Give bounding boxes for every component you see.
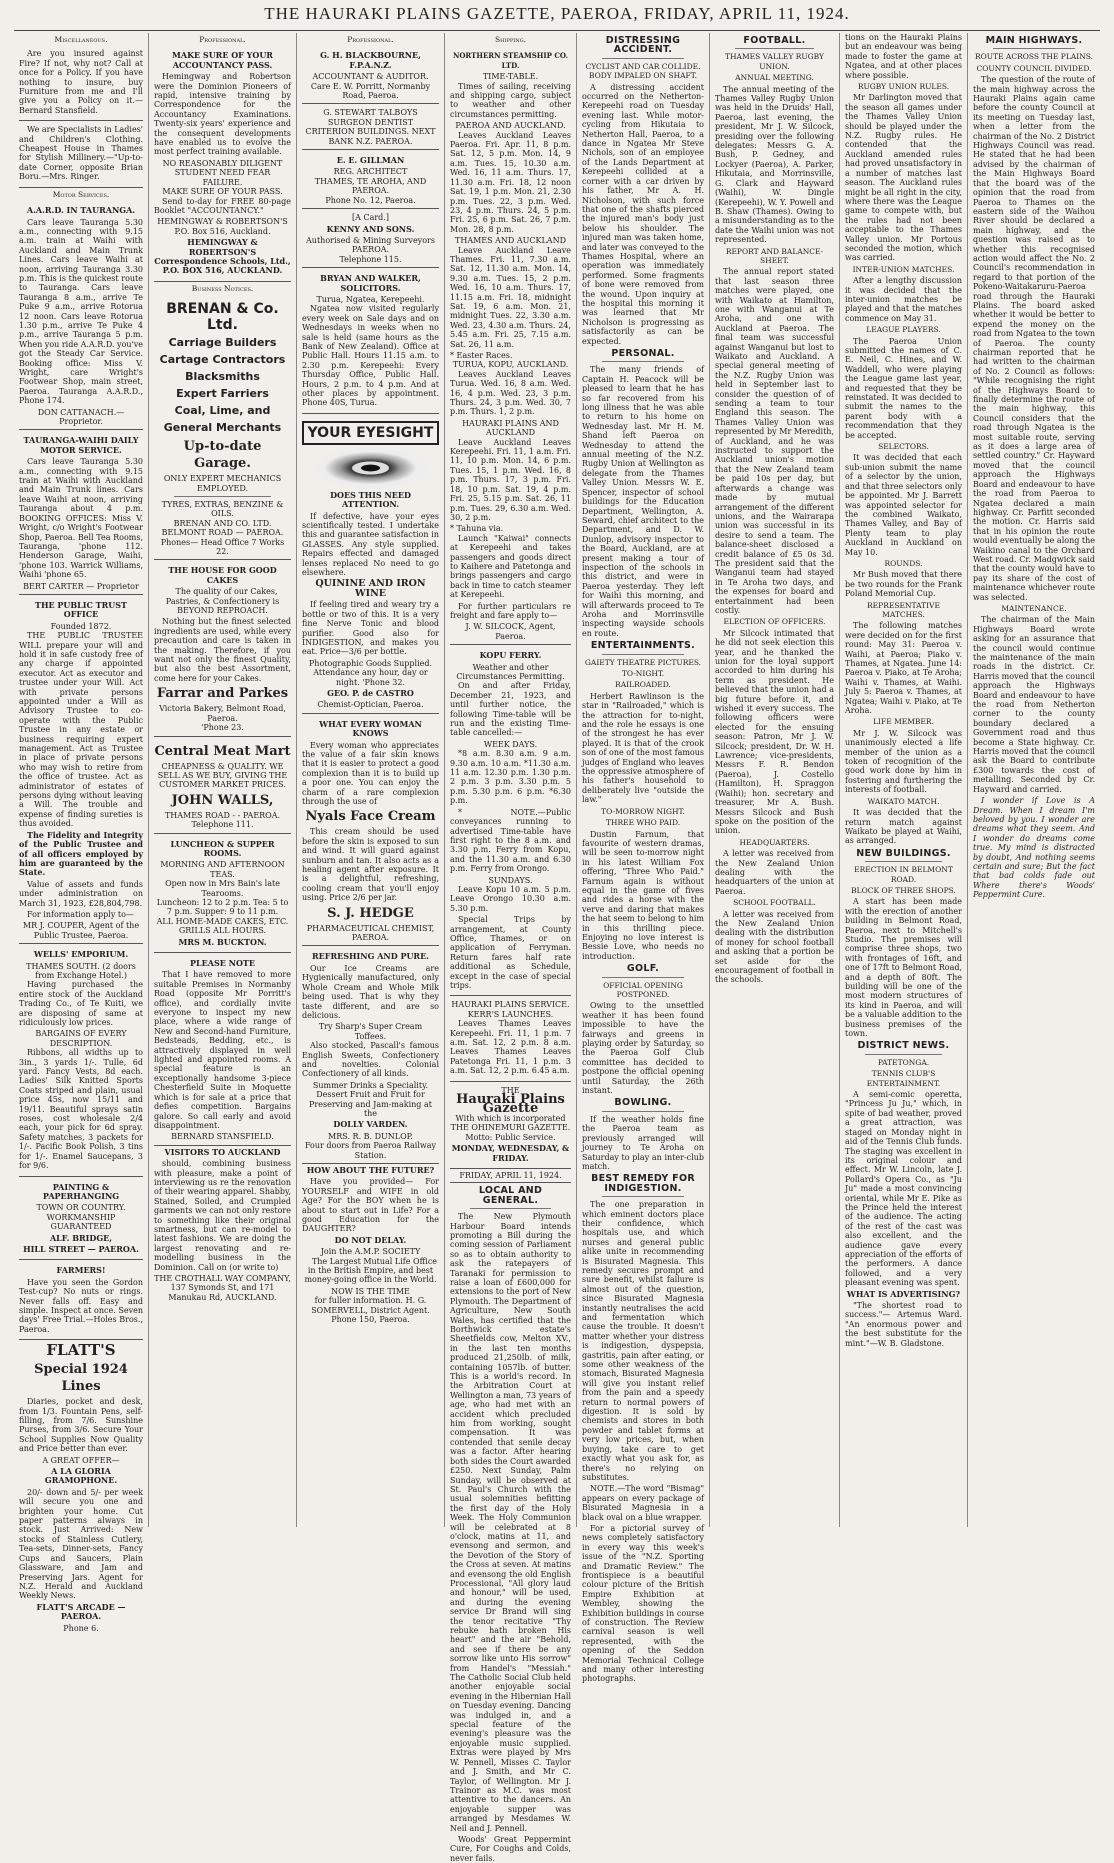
ad-text: Have you seen the Gordon Test-cup? No nuts or rings. Never falls off. Easy and simple. Inspect at once. Seven days' Free Trial.—Holes Bros., Paeroa.: [19, 1277, 143, 1334]
article-body: Mr Bush moved that there be two rounds for the Frank Poland Memorial Cup.: [845, 570, 962, 599]
ad-heading: E. E. GILLMAN: [336, 155, 405, 166]
ad-line: Blacksmiths: [185, 370, 260, 384]
ad-heading: Central Meat Mart: [154, 743, 291, 759]
ad-text: CHEAPNESS & QUALITY. WE SELL AS WE BUY, GIVING THE CUSTOMER MARKET PRICES.: [157, 761, 288, 790]
article-body: Owing to the unsettled weather it has been found impossible to have the fairways and greens in playing order by Saturday, so the Paeroa Golf Club committee has decided to postpone the official opening until Saturday, the 26th instant.: [582, 1001, 704, 1096]
nameplate-title: Hauraki Plains Gazette: [456, 1092, 565, 1117]
ad-signature: THE CROTHALL WAY COMPANY, 137 Symonds St, and 171 Manukau Rd, AUCKLAND.: [154, 1274, 291, 1302]
ad-subheading: BARGAINS OF EVERY DESCRIPTION.: [35, 1029, 127, 1048]
divider: [602, 1111, 684, 1112]
article-body: The chairman of the Main Highways Board wrote asking for an assurance that the council would continue the maintenance of the main roads in the district. Cr. Harris moved that the council approach the Highways Board and endeavour to have the road from Netherton corner to the county boundary declared a Government road and thus become a State highway. Cr. Harris moved that the council ask the Board to contribute £300 towards the cost of metalling. Seconded by Cr. Hayward and carried.: [973, 615, 1095, 794]
article-subheading: BLOCK OF THREE SHOPS.: [851, 885, 956, 895]
ad-signature: for fuller information. H. G. SOMERVELL, District Agent. Phone 150, Paeroa.: [311, 1296, 430, 1325]
ad-kopu-ferry: [450, 647, 571, 996]
ad-subheading: ACCOUNTANT & AUDITOR.: [312, 72, 429, 82]
ad-kenny: [302, 211, 439, 268]
ad-heading: Up-to-date Garage.: [183, 439, 262, 472]
ad-talboys: [302, 106, 439, 150]
article-body: A semi-comic operetta, "Princess Ju Ju," which, in spite of bad weather, proved a great attraction, was staged on Monday night in aid of the Tennis Club funds. The staging was excellent in its original colour and effect. Mr W. Lincoln, late J. Pollard's Opera Co., as "Ju Ju" made a most convincing oriental, while Mr E. Pike as the Prince held the interest of the audience. The acting of the rest of the cast was also excellent, and the audience gave every appreciation of the efforts of the performers. A dance followed, and a very pleasant evening was spent.: [845, 1090, 962, 1288]
article-body: For a pictorial survey of news completely satisfactory in every way this week's issue of the "N.Z. Sporting and Dramatic Review." The frontispiece is a beautiful colour picture of the British Empire Exhibition at Wembley, showing the Exhibition buildings in course of construction. The Review carnival season is well represented, with the opening of the Seddon Memorial Technical College and many other interesting photographs.: [582, 1523, 704, 1684]
ad-text: Try Sharp's Super Cream Toffees.: [318, 1022, 423, 1041]
ad-kerrs-launches: [450, 998, 571, 1081]
article-heading: DISTRESSING ACCIDENT.: [605, 35, 681, 56]
article-body: Herbert Rawlinson is the star in "Railroaded," which is the attraction for to-night, and the role he essays is one of the strongest he has ever played. It is that of the crook son of one of the most famous judges of England who leaves the oppressive atmosphere of his father's household to deliberately live "outside the law.": [582, 691, 704, 805]
article-subheading: WAIKATO MATCH.: [867, 796, 940, 806]
timetable-text: Leaves Thames Leaves Kerepeehi. Fri. 11, 1 p.m. 7 a.m. Sat. 12, 2 p.m. 8 a.m. Leaves Thames Leaves Patetonga Fri. 11, 1 p.m. 3 a.m. Sat. 12, 2 p.m. 6.45 a.m.: [450, 1019, 571, 1076]
ad-subheading: QUININE AND IRON WINE: [315, 578, 426, 599]
ad-heading: WELLS' EMPORIUM.: [33, 949, 129, 960]
ad-text: Cars leave Tauranga 5.30 a.m., connecting with 9.15 train at Waihi with Auckland and Main Trunk lines. Cars leave Waihi at noon, arriving Tauranga about 4 p.m. BOOKING OFFICES: Miss V. Wright, c/o Wright's Footwear Shop, Paeroa. Bell Tea Rooms, Tauranga, 'phone 112. Henderson Garage, Waihi, 'phone 103. Warrick Williams, Waihi 'phone 65.: [19, 457, 143, 580]
ad-subheading: TOWN OR COUNTRY. WORKMANSHIP GUARANTEED: [36, 1203, 126, 1232]
ad-text: Ngatea now visited regularly every week on Sale days and on Wednesdays in weeks when no sale is held (same hours as the Bank of New Zealand). Office at Public Hall. Hours 11.15 a.m. to 2.30 p.m. Kerepeehi: Every Thursday Office, Public Hall. Hours, 2 p.m. to 4 p.m. And at other places by appointment. Phone 40S, Turua.: [302, 304, 439, 408]
divider: [865, 1054, 942, 1055]
ad-subheading: Photographic Goods Supplied.: [308, 658, 433, 668]
ad-text: Every woman who appreciates the value of a fair skin knows that it is easier to protect a good complexion than it is to build up a poor one. You can enjoy the charm of a rare complexion through the use of: [302, 740, 439, 806]
ad-subheading: Authorised & Mining Surveyors PAEROA.: [306, 235, 435, 255]
section-label: Business Notices.: [191, 283, 254, 293]
ad-text: Are you insured against Fire? If not, why not? Call at once for a Policy. If you have nothing to insure, buy Furniture from me and I'll give you a Policy on it.—Bernard Stansfield.: [19, 49, 143, 115]
ad-signature: J. W. SILCOCK, Agent, Paeroa.: [465, 622, 556, 641]
ad-please-note: [154, 955, 291, 1146]
ad-address: PHARMACEUTICAL CHEMIST, PAEROA.: [306, 923, 435, 943]
ad-signature: BERNARD STANSFIELD.: [171, 1132, 274, 1142]
eye-illustration: [314, 448, 427, 488]
timetable-text: Leaves Auckland Leaves Paeroa. Fri. Apr. 11, 8 p.m. Sat. 12, 5 p.m. Mon. 14, 9 a.m. Tues. 15, 10.30 a.m. Wed. 16, 11 a.m. Thurs. 17, 11.30 a.m. Fri. 18, 12 noon Sat. 19, 1 p.m. Mon. 21, 2.30 p.m. Tues. 22, 3 p.m. Wed. 23, 4 p.m. Thurs. 24, 5 p.m. Fri. 25, 6 p.m. Sat. 26, 7 p.m. Mon. 28, 8 p.m.: [450, 130, 571, 234]
ad-subheading: DOES THIS NEED ATTENTION.: [330, 489, 411, 510]
article-body: The many friends of Captain H. Peacock will be pleased to learn that he has so far recovered from his long illness that he was able to return to his home on Wednesday last. Mr H. M. Shand left Paeroa on Wednesday to attend the annual meeting of the N.Z. Rugby Union at Wellington as delegate from the Thames Valley Union. Messrs W. E. Spencer, inspector of school buildings for the Education Department, Wellington, A. Seward, chief architect to the Department, and D. W. Dunlop, advisory inspector to the Board, Auckland, are at present making a tour of inspection of the schools in this district, and were in Paeroa yesterday. They left for Waihi this morning, and will afterwards proceed to Te Aroha and Morrinsville inspecting wayside schools en route.: [582, 365, 704, 638]
ad-text: Ribbons, all widths up to 3in., 3 yards 1/-. Tulle, 6d yard. Fancy Vests, 8d each. Ladies' Silk Knitted Sports Coats striped and plain, usual price 45s, now 15/11 and 19/11. Beautiful sprays satin roses, cost wholesale 2/4 each, your pick for 6d spray. Safety matches, 3 packets for 1/-. Pacific Book Polish, 3 tins for 1/-. Enamel Saucepans, 3 for 9/6.: [19, 1048, 143, 1171]
ad-heading: THE HOUSE FOR GOOD CAKES: [168, 565, 277, 585]
article-subheading: ANNUAL MEETING.: [735, 73, 814, 83]
ad-signature: GEO. P. de CASTRO: [327, 687, 414, 698]
article-subheading: RUGBY UNION RULES.: [857, 82, 950, 92]
article-body: The following matches were decided on for the first round: May 31: Paeroa v. Waihi, at Paeroa; Piako v. Thames, at Ngatea. June 14: Paeroa v. Piako, at Te Aroha; Waihi v. Thames, at Waihi. July 5: Paeroa v. Thames, at Ngatea; Waihi v. Piako, at Te Aroha.: [845, 621, 962, 716]
ad-text: Attendance any hour, day or night. 'Phone 32.: [313, 668, 428, 687]
ad-text: Our Ice Creams are Hygienically manufactured, only Whole Cream and Whole Milk being used. That is why they taste different, and are so delicious.: [302, 963, 439, 1020]
article-subheading: TENNIS CLUB'S ENTERTAINMENT.: [866, 1069, 941, 1088]
ad-text: The quality of our Cakes, Pastries, & Confectionery is BEYOND REPROACH.: [165, 587, 280, 616]
divider: [470, 1208, 551, 1209]
ad-text-bold: The Fidelity and Integrity of the Public Trustee and of all officers employed by him are guaranteed by the State.: [19, 829, 143, 878]
timetable-text: Leave Auckland Leave Thames. Fri. 11, 7.30 a.m. Sat. 12, 11.30 a.m. Mon. 14, 9.30 a.m. Tues. 15, 2 p.m. Wed. 16, 10 a.m. Thurs. 17, 11.15 a.m. Fri. 18, midnight Sat. 19, 6 a.m. Mon. 21, midnight Tues. 22, 3.30 a.m. Wed. 23, 4.30 a.m. Thurs. 24, 5.45 a.m. Fri. 25, 7.15 a.m. Sat. 26, 11 a.m.: [450, 245, 571, 349]
ad-signature: FLATT'S ARCADE — PAEROA.: [36, 1601, 126, 1622]
ad-subheading: REG. ARCHITECT: [333, 167, 408, 177]
ad-text: Times of sailing, receiving and shipping cargo, subject to weather and other circumstances permitting.: [450, 81, 571, 119]
ad-text: Having purchased the entire stock of the Auckland Trading Co., of Te Kuiti, we are disposing of same at ridiculously low prices.: [19, 980, 143, 1027]
article-subheading: SELECTORS.: [878, 442, 929, 452]
ad-subheading: A GREAT OFFER—: [42, 1455, 120, 1465]
ad-text: Woods' Great Peppermint Cure, For Coughs and Colds, never fails.: [450, 1834, 571, 1863]
divider: [602, 361, 684, 362]
ad-northern-steamship: [450, 47, 571, 645]
ad-heading: PAINTING & PAPERHANGING: [42, 1181, 120, 1201]
timetable-note: * Easter Races.: [450, 351, 513, 360]
ad-tauranga-waihi: [19, 432, 143, 595]
ad-subheading: Join the A.M.P. SOCIETY: [320, 1247, 421, 1257]
nameplate-motto: Motto: Public Service.: [465, 1132, 556, 1142]
ad-address: Chemist-Optician, Paeroa.: [317, 700, 424, 710]
column-shipping: [445, 33, 577, 1863]
ad-heading: MAKE SURE OF YOUR ACCOUNTANCY PASS.: [172, 50, 273, 70]
section-label: Shipping.: [495, 35, 526, 44]
ad-heading: BRYAN AND WALKER, SOLICITORS.: [320, 273, 421, 293]
article-body: A start has been made with the erection of another building in Belmont Road, Paeroa, next to Mitchell's Studio. The premises will comprise three shops, two with frontages of 16ft, and one of 17ft to Belmont Road, and a depth of 80ft. The building will be one of the most modern structures of its kind in Paeroa, and will be a valuable addition to the business premises of the town.: [845, 897, 962, 1039]
ad-heading: PLEASE NOTE: [190, 958, 255, 968]
ad-heading: THE PUBLIC TRUST OFFICE: [35, 599, 127, 620]
ad-signature: MRS M. BUCKTON.: [178, 936, 267, 947]
ad-line: General Merchants: [163, 421, 282, 435]
article-subheading: SCHOOL FOOTBALL.: [733, 898, 816, 908]
article-subheading: REPRESENTATIVE MATCHES.: [867, 600, 940, 619]
ad-text: Open now in Mrs Bain's late Tearooms.: [165, 879, 280, 898]
ad-address: HEMINGWAY & ROBERTSON'S P.O. Box 516, Auckland.: [157, 217, 288, 236]
timetable-heading: THAMES AND AUCKLAND: [455, 236, 566, 246]
ad-signature: ALF. BRIDGE,: [49, 1232, 113, 1243]
ad-good-cakes: [154, 562, 291, 736]
timetable-text: Leave Kopu 10 a.m. 5 p.m. Leave Orongo 10.30 a.m. 5.30 p.m.: [450, 884, 571, 913]
article-body: Mr Silcock intimated that he did not seek election this year, and he thanked the union for the loyal support accorded to him during his term as president. He believed that the union had a big future before it, and wished it every success. The following officers were elected for the ensuing season: Patron, Mr J. W. Silcock; president, Dr. W. H. Lawrence; vice-presidents, Messrs F. R. Bendon (Paeroa), J. Costello (Hamilton), H. Spraggon (Waihi); hon. secretary and treasurer, Mr A. Bush. Messrs Silcock and Bush spoke on the position of the union.: [715, 628, 834, 836]
nameplate-sub: With which is incorporated THE OHINEMURI GAZETTE.: [450, 1113, 571, 1133]
gazette-nameplate: [450, 1084, 571, 1169]
ad-text: For information apply to—: [27, 909, 134, 919]
ad-accountancy: [154, 47, 291, 281]
ad-dolly-varden: [302, 948, 439, 1164]
ad-nyals: [302, 716, 439, 947]
ad-signature: S. J. HEDGE: [327, 905, 414, 921]
ad-text: should, combining business with pleasure, make a point of interviewing us re the renovation of their wearing apparel. Shabby, Stained, Soiled, and Crumpled garments we can not only restore to something like their original smartness, but can re-model to latest fashions. We are doing the largest renovating and re-modelling business in the Dominion. Call on (or write to): [154, 1159, 291, 1272]
article-body: The question of the route of the main highway across the Hauraki Plains again came before the county Council at its meeting on Tuesday last, when a letter from the chairman of the No. 2 District Highways Council was read. He stated that he had been advised by the chairman of the Main Highways Board that the board was of the opinion that the road from Paeroa to Thames on the eastern side of the Waihou River should be declared a main highway, and the question was raised as to whether this recognised action would affect the No. 2 Council's recommendation in regard to that portion of the Pokeno-Waitakaruru-Paeroa road through the Hauraki Plains. The board asked whether it would be better to expend the money on the road from Ngatea to the town of Paeroa. The county chairman reported that he had written to the chairman of No. 2 Council as follows: "While recognising the right of the Highways Board to finally determine the route of the main highway, this Council considers that the road through Ngatea is the most suitable route, serving as it does a large area of settled country." Cr. Hayward moved that the council approach the Highways Board and endeavour to have the road from Paeroa to Ngatea declared a main highway. Cr. Parfitt seconded the motion. Cr. Harris said that in his opinion the route would eventually be along the Waikino canal to the Orchard West road. Cr. Madgwick said that the county would have to pay its share of the cost of maintenance whichever route was selected.: [973, 75, 1095, 602]
ad-heading: G. STEWART TALBOYS SURGEON DENTIST: [323, 108, 418, 127]
article-subheading: WHAT IS ADVERTISING?: [846, 1288, 961, 1299]
article-subheading: ELECTION OF OFFICERS.: [723, 617, 826, 627]
ad-text: For further particulars re freight and fare apply to—: [450, 601, 571, 620]
article-body: A letter was received from the New Zealand Union dealing with the headquarters of the union at Paeroa.: [715, 849, 834, 896]
ad-text: Also stocked, Pascall's famous English Sweets, Confectionery and novelties. Colonial Confectionery of all kinds.: [302, 1041, 439, 1079]
ad-meat-mart: [154, 739, 291, 834]
ad-heading: HAURAKI PLAINS SERVICE. KERR'S LAUNCHES.: [451, 1000, 570, 1019]
ad-address: CRITERION BUILDINGS. NEXT BANK N.Z. PAEROA.: [305, 127, 436, 146]
ad-signature: Farrar and Parkes: [156, 686, 289, 702]
article-body: Mr Darlington moved that the season all games under the Thames Valley Union should be played under the N.Z. Rugby rules. He contended that the Auckland amended rules had proved unsatisfactory in a number of matches last season. The Auckland rules might be all right in the city, where there was the League game to compete with, but the rules had not been acceptable to the Thames Valley union. Mr Portous seconded the motion, which was carried.: [845, 93, 962, 263]
ad-text: Summer Drinks a Speciality.: [312, 1080, 429, 1090]
article-subheading: LIFE MEMBER.: [873, 717, 934, 727]
ad-heading: WHAT EVERY WOMAN KNOWS: [319, 718, 422, 739]
ad-signature: BRENAN AND CO. LTD.: [173, 518, 272, 528]
ad-signature: HEMINGWAY & ROBERTSON'S Correspondence Schools, Ltd., P.O. BOX 516, AUCKLAND.: [154, 237, 291, 276]
article-subheading: PATETONGA.: [877, 1057, 930, 1067]
ad-text: ALL HOME-MADE CAKES, ETC. GRILLS ALL HOURS.: [156, 916, 289, 936]
ad-luncheon: [154, 836, 291, 953]
article-subheading: THREE WHO PAID.: [605, 818, 681, 828]
ad-heading: FLATT'S: [46, 1341, 116, 1360]
divider: [602, 654, 684, 655]
ad-amp: [302, 1166, 439, 1325]
timetable-heading: PAEROA AND AUCKLAND.: [455, 121, 566, 131]
ad-line: Expert Farriers: [176, 387, 269, 401]
ad-heading: KOPU FERRY.: [479, 650, 542, 661]
article-body: The annual report stated that last season three matches were played, one with Waikato at Hamilton, one with Wanganui at Te Aroha, and one with Auckland at Paeroa. The final team was successful against Wanganui but lost to Waikato and Auckland. A special general meeting of the N.Z. Rugby Union was held in September last to consider the question of of sending a team to tour England this season. The Thames Valley Union was represented by Mr Meredith, of Auckland, and he was instructed to support the Auckland union's motion that the New Zealand team be paid 10s per day, but afterwards a change was made by mutual arrangement of the different unions, and the Wairarapa union was successful in its desire to send a team. The balance-sheet disclosed a credit balance of £5 0s 3d. The president said that the Wanganui team had stayed in Te Aroha two days, and the expenses for board and entertainment had been costly.: [715, 267, 834, 615]
ad-text: If defective, have your eyes scientifically tested. I undertake this and guarantee satisfaction in GLASSES. Any style supplied. Repairs effected and damaged lenses replaced No need to go elsewhere.: [302, 511, 439, 578]
ad-text: THE PUBLIC TRUSTEE WILL prepare your will and hold it in safe custody free of any charge if appointed executor. Act as executor and trustee under your Will. Act with private persons appointed under a Will as Advisory Trustee to co-operate with the Public Trustee in any estate or business requiring expert management. Act as Trustee in place of private persons who may wish to retire from the office of trustee. Act as administrator of estates of persons dying without leaving a Will. The trouble and expense of finding sureties is thus avoided.: [19, 631, 143, 829]
ad-brenan: [154, 296, 291, 560]
ad-fire-insurance: [19, 47, 143, 121]
ad-farmers: [19, 1262, 143, 1340]
ad-heading: LUNCHEON & SUPPER ROOMS.: [170, 838, 275, 858]
ad-address: Four doors from Paeroa Railway Station.: [304, 1141, 437, 1160]
article-subheading: THAMES VALLEY RUGBY UNION.: [724, 52, 825, 71]
ad-address: THAMES, TE AROHA, AND PAEROA.: [314, 176, 427, 196]
divider: [174, 496, 271, 497]
ad-heading: G. H. BLACKBOURNE, F.P.A.N.Z.: [320, 50, 421, 70]
masthead-rule: [14, 30, 1100, 31]
article-heading: DISTRICT NEWS.: [857, 1040, 950, 1052]
article-body: After a lengthy discussion it was decided that the inter-union matches be played and that the matches commence on May 31.: [845, 276, 962, 323]
ad-heading: YOUR EYESIGHT: [302, 421, 439, 445]
article-subheading: CYCLIST AND CAR COLLIDE. BODY IMPALED ON SHAFT.: [585, 61, 701, 81]
article-subheading: ROUTE ACROSS THE PLAINS.: [974, 52, 1094, 62]
article-subheading: LEAGUE PLAYERS.: [866, 325, 941, 335]
section-label: Professional.: [199, 35, 246, 44]
ad-text: TYRES, EXTRAS, BENZINE & OILS.: [161, 499, 284, 519]
ad-label: [A Card.]: [352, 213, 389, 223]
timetable-heading: TURUA, KOPU, AUCKLAND.: [452, 360, 569, 370]
ad-heading: HOW ABOUT THE FUTURE?: [306, 1165, 435, 1175]
ad-text: That I have removed to more suitable Premises in Normanby Road (opposite Mr Porritt's office), and cordially invite everyone to inspect my new place, where a wide range of New and Second-hand Furniture, Bedsteads, Bedding, etc., is attractively displayed in well lighted and appointed rooms. A special feature is an exceptionally handsome 3-piece Chesterfield Suite in Moquette which is for sale at a price that defies competition. Bargains galore. So call early and avoid disappointment.: [154, 970, 291, 1130]
ad-text: We are Specialists in Ladies' and Children's Clothing. Cheapest House in Thames for Stylish Millinery.—"Up-to-date Corner, opposite Brian Boru.—Mrs. Ringer.: [19, 125, 144, 182]
divider: [602, 58, 684, 59]
ad-text: This cream should be used before the skin is exposed to sun and wind. It will guard against sunburn and tan. It also acts as a healing agent after exposure. It is a delightful, refreshing, cooling cream that you'll enjoy using. Price 2/6 per jar.: [302, 827, 439, 903]
ad-subheading: TIME-TABLE.: [482, 72, 539, 82]
article-subheading: OFFICIAL OPENING POSTPONED.: [603, 980, 683, 999]
ad-text: 20/- down and 5/- per week will secure you one and brighten your home. Cut paper patterns always in stock. Just Arrived: New stocks of Stainless Cutlery, Tea-sets, Dinner-sets, Fancy Cups and Saucers, Plain Glassware, and Jam and Preserving Jars. Agent for N.Z. Herald and Auckland Weekly News.: [19, 1487, 143, 1601]
ad-address: Victoria Bakery, Belmont Road, Paeroa.: [159, 704, 286, 723]
ad-text: Special Trips by arrangement, at County Office, Thames, or on application of Ferryman. Return fares half rate additional as Schedule, except in the case of special trips.: [450, 915, 571, 990]
ad-subheading: THAMES SOUTH. (2 doors from Exchange Hotel.): [26, 961, 136, 980]
ad-bryan-walker: [302, 270, 439, 414]
ad-address: BELMONT ROAD — PAEROA.: [161, 528, 284, 538]
nameplate-small: THE: [501, 1085, 520, 1095]
ad-line: Coal, Lime, and: [174, 404, 271, 418]
article-subheading: TO-NIGHT.: [621, 669, 665, 678]
ad-phone: Telephone 115.: [339, 254, 402, 264]
ad-text: Nothing but the finest selected ingredients are used, while every precaution and care is taken in the making. Therefore, if you want not only the finest Quality, but also the best Assortment, come here for your Cakes.: [154, 617, 291, 683]
article-heading: NEW BUILDINGS.: [856, 847, 951, 859]
divider: [602, 1196, 684, 1197]
article-subheading: COUNTY COUNCIL DIVIDED.: [976, 63, 1092, 73]
ad-heading: A.A.R.D. IN TAURANGA.: [26, 205, 136, 216]
ad-text: If feeling tired and weary try a bottle or two of this. It is a very fine Nerve Tonic and blood purifier. Good also for INDIGESTION, and makes you eat. Price—3/6 per bottle.: [302, 600, 439, 657]
timetable-heading: WEEK DAYS.: [483, 739, 538, 749]
ad-phone: Phones— Head Office 7 Works 22.: [160, 537, 285, 556]
ad-text: Launch "Kaiwai" connects at Kerepeehi and takes passengers and goods direct to Kaihere and Patetonga and brings passengers and cargo back in time to catch steamer at Kerepeehi.: [450, 533, 571, 600]
divider: [602, 977, 684, 978]
ad-signature: DON CATTANACH.—Proprietor.: [37, 407, 125, 427]
article-body: Dustin Farnum, that favourite of western dramas, will be seen to-morrow night in his latest William Fox offering, "Three Who Paid." Farnum again is without equal in the game of fives and rides a horse with the verve and daring that makes the hat seem to belong to him in this thrilling piece. Enjoying no love interest is Bessie Love, who needs no introduction.: [582, 829, 704, 961]
article-heading: BEST REMEDY FOR INDIGESTION.: [591, 1173, 695, 1194]
article-heading: MAIN HIGHWAYS.: [985, 35, 1083, 46]
ad-subheading: NO REASONABLY DILIGENT STUDENT NEED FEAR FAILURE.: [162, 158, 283, 187]
ad-text: Luncheon: 12 to 2 p.m. Tea: 5 to 7 p.m. Supper: 9 to 11 p.m.: [156, 897, 289, 917]
ad-line: Carriage Builders: [168, 336, 277, 350]
ad-signature: JOHN WALLS,: [171, 792, 274, 808]
column-miscellaneous: [14, 33, 149, 1633]
ad-subheading: MORNING AND AFTERNOON TEAS.: [160, 860, 285, 879]
column-professional-2: [297, 33, 445, 1527]
article-heading: PERSONAL.: [611, 348, 675, 359]
column-football-cont: [840, 33, 968, 1527]
column-football: [710, 33, 840, 1527]
ad-subheading: A LA GLORIA GRAMOPHONE.: [44, 1466, 118, 1486]
article-poem: I wonder if Love is A Dream. When I dream I'm beloved by you. I wonder are dreams what they seem. And I wonder do dreams come true. My mind is distracted by doubt, And nothing seems certain and sure; But the fact that bad colds fade out Where there's Woods' Peppermint Cure.: [973, 796, 1095, 900]
article-body: The New Plymouth Harbour Board intends promoting a Bill during the coming session of Parliament so as to obtain authority to ask the ratepayers of Taranaki for permission to raise a loan of £600,000 for extensions to the port of New Plymouth. The Department of Agriculture, New South Wales, has certified that the Borthwick estate's Sheetfields cow, Melton XV., in the last ten months produced 21,250lb. of milk, containing 1057lb. of butter. This is a world's record. In the Arbitration Court at Wellington a man, 73 years of age, who had met with an accident which precluded him from working, sought compensation. It was contended that senile decay was a factor. After hearing both sides the Court awarded £250. Next Sunday, Palm Sunday, will be observed at St. Paul's Church with the usual solemnities befitting the first day of the Holy Week. The Holy Communion will be celebrated at 8 o'clock, matins at 11, and evensong and sermon, and the Devotion of the Story of the Cross at seven. At matins and evensong the old English Processional, "All glory laud and honour," will be used, and during the evening service Dr Brand will sing the tenor recitative "Thy rebuke hath broken His heart" and the air "Behold, and see if there be any sorrow like unto His sorrow" from Handel's "Messiah." The Catholic Social Club held another enjoyable social evening in the Hibernian Hall on Tuesday evening. Dancing was indulged in, and a special feature of the evening's pleasure was the enjoyable music supplied. Extras were played by Mrs W. Pennell, Misses C. Taylor and J. Smith, and Mr C. Taylor, of Wellington. Mr J. Trainor as M.C. was most attentive to the dancers. An enjoyable supper was arranged by Mesdames W. Neil and J. Pennell.: [450, 1212, 571, 1833]
article-subheading: TO-MORROW NIGHT.: [601, 806, 685, 816]
article-heading: FOOTBALL.: [743, 35, 806, 46]
ad-line: Cartage Contractors: [159, 353, 286, 367]
ad-gillman: [302, 152, 439, 209]
ad-phone: Phone 6.: [63, 1623, 99, 1633]
ad-subheading: DO NOT DELAY.: [334, 1234, 407, 1245]
divider: [993, 48, 1075, 49]
article-heading: BOWLING.: [614, 1097, 672, 1109]
article-body: The annual meeting of the Thames Valley Rugby Union was held in the Druids' Hall, Paeroa, last evening, the president, Mr J. W. Silcock, presiding over the following delegates: Messrs G. A. Bush, P. Gedney, and Lockyer (Paeroa), A. Parker, Hikutaia, and Morrinsville, G. Clark and Hayward (Waihi), W. Dingle (Kerepeehi), W. Y. Powell and B. Shaw (Thames). Owing to a misunderstanding as to the date the Waihi union was not represented.: [715, 84, 834, 245]
timetable-text: Leave Auckland Leaves Kerepeehi. Fri. 11, 1 a.m. Fri. 11, 10 p.m. Mon. 14, 6 p.m. Tues. 15, 1 p.m. Wed. 16, 8 p.m. Thurs. 17, 3 p.m. Fri. 18, 10 p.m. Sat. 19, 4 p.m. Fri. 25, 5.15 p.m. Sat. 26, 11 p.m. Tues. 29, 6.30 a.m. Wed. 30, 2 p.m.: [450, 437, 571, 522]
section-label: Motor Services.: [52, 189, 110, 199]
article-heading: ENTERTAINMENTS.: [590, 640, 696, 652]
ad-subheading: Special 1924 Lines: [34, 1362, 128, 1395]
column-news: [577, 33, 710, 1684]
article-subheading: REPORT AND BALANCE-SHEET.: [725, 246, 824, 265]
ad-address: Turua, Ngatea, Kerepeehi.: [316, 294, 425, 304]
article-body: The one preparation in which eminent doctors place their confidence, which hospitals use, and which nurses and general public alike unite in recommending is Bisurated Magnesia. This remedy secures prompt and sure benefit, whilst failure is almost out of the question, since Bisurated Magnesia instantly neutralises the acid and fermentation which cause the trouble. It doesn't matter whether your distress is indigestion, dyspepsia, gastritis, pain after eating, or some other weakness of the stomach, Bisurated Magnesia will give you instant relief from the pain and a speedy return to normal powers of digestion. It is sold by chemists and stores in both powder and tablet forms at very low prices, but, when buying, take care to get exactly what you ask for, as there's no relying on substitutes.: [582, 1200, 704, 1482]
ad-phone: 'Phone 23.: [201, 723, 244, 733]
divider: [865, 861, 942, 862]
article-body: Mr J. W. Silcock was unanimously elected a life member of the union as a token of recognition of the good work done by him in fostering and furthering the interests of football.: [845, 728, 962, 795]
ad-flatts: [19, 1342, 143, 1633]
ad-subheading: MAKE SURE OF YOUR PASS.: [162, 187, 283, 197]
article-body: It was decided that each sub-union submit the name of a selector by the union, and that three selectors only be appointed. Mr J. Barrett was appointed selector for the combined Waikato, Thames Valley, and Bay of Plenty team to play Auckland in Auckland on May 10.: [845, 453, 962, 557]
ad-text: On and after Friday, December 21, 1923, and until further notice, the following Time-table will be run and the existing Time-table cancelled:—: [450, 681, 571, 738]
ad-blackbourne: [302, 47, 439, 104]
article-subheading: MAINTENANCE.: [1001, 603, 1067, 613]
article-subheading: GAIETY THEATRE PICTURES.: [584, 657, 702, 667]
divider: [735, 48, 814, 49]
ad-heading: REFRESHING AND PURE.: [312, 951, 429, 962]
ad-text: * NOTE.—Public conveyances running to advertised Time-table have first right to the 8 a.m. and 3.30 p.m. Ferry from Kopu, and the 11.30 a.m. and 6.30 p.m. Ferry from Orongo.: [450, 807, 571, 874]
article-body: A distressing accident occurred on the Netherton-Kerepeehi road on Tuesday evening last. While motor-cycling from Hikutaia to Netherton Hall, Paeroa, to a dance in Ngatea Mr Steve Nichols, son of an employee of the Lands Department at Kerepeehi collided at a corner with a car driven by his father, Mr A. H. Nicholson, with such force that one of the shafts pierced the injured man's body just below his shoulder. The injured man was taken home, and later was conveyed to the Thames Hospital, where an operation was immediately performed. Some fragments of bone were removed from the wound. Upon inquiry at the hospital this morning it was learned that Mr Nicholson is progressing as satisfactorily as can be expected.: [582, 82, 704, 346]
article-body: "The shortest road to success."— Artemus Ward. "An enormous power and the best substitute for the mint."—W. B. Gladstone.: [845, 1301, 962, 1348]
ad-subheading: Weather and other Circumstances Permitting.: [456, 662, 565, 681]
ad-address: HILL STREET — PAEROA.: [23, 1243, 139, 1254]
ad-aard: [19, 202, 143, 430]
timetable-text: *8 a.m. 8.30 a.m. 9 a.m. 9.30 a.m. 10 a.m. *11.30 a.m. 11 a.m. 12.30 p.m. 1.30 p.m. 2 p.m. 3 p.m. 3.30 p.m. 5 p.m. 5.30 p.m. 6 p.m. *6.30 p.m.: [450, 749, 571, 806]
article-subheading: ROUNDS.: [884, 558, 923, 568]
ad-subheading: NOW IS THE TIME: [331, 1286, 410, 1296]
article-body: If the weather holds fine the Paeroa team as previously arranged will journey to Te Aroha on Saturday to play an inter-club match.: [582, 1114, 704, 1171]
column-professional-business: [149, 33, 297, 1527]
edition-date: FRIDAY, APRIL 11, 1924.: [450, 1171, 571, 1183]
ad-product: Nyals Face Cream: [305, 809, 436, 825]
page-masthead: THE HAURAKI PLAINS GAZETTE, PAEROA, FRIDAY, APRIL 11, 1924.: [264, 4, 850, 23]
section-label: Miscellaneous.: [54, 35, 108, 44]
ad-text: Diaries, pocket and desk, from 1/3. Fountain Pens, self-filling, from 7/6. Sunshine Purses, from 3/6. Secure Your School Supplies Now Quality and Price better than ever.: [19, 1397, 143, 1454]
ad-name: MRS. R. B. DUNLOP.: [328, 1131, 413, 1141]
ad-address: Care E. W. Porritt, Normanby Road, Paeroa.: [310, 81, 431, 101]
ad-text: Send to-day for FREE 80-page Booklet "ACCOUNTANCY.": [154, 196, 291, 215]
nameplate-days: MONDAY, WEDNESDAY, & FRIDAY.: [451, 1143, 570, 1163]
timetable-note: * Tahuna via.: [450, 524, 504, 534]
article-body: NOTE.—The word "Bismag" appears on every package of Bisurated Magnesia in a black oval on a blue wrapper.: [582, 1484, 704, 1522]
ad-text: The Largest Mutual Life Office in the British Empire, and best money-going office in the World.: [304, 1256, 438, 1285]
ad-heading: NORTHERN STEAMSHIP CO. LTD.: [452, 51, 569, 70]
timetable-text: Leaves Auckland Leaves Turua. Wed. 16, 8 a.m. Wed. 16, 4 p.m. Wed. 23, 3 p.m. Thurs. 24, 3 p.m. Wed. 30, 7 p.m. Thurs. 1, 2 p.m.: [450, 369, 571, 417]
ad-heading: KENNY AND SONS.: [326, 223, 415, 234]
ad-signature: DOLLY VARDEN.: [333, 1119, 408, 1130]
ad-text: Value of assets and funds under administration on March 31, 1923, £28,804,798.: [19, 879, 143, 908]
ad-painting: [19, 1179, 143, 1261]
ad-eyesight: [302, 416, 439, 714]
article-body: It was decided that the return match against Waikato be played at Waihi, as arranged.: [845, 808, 962, 846]
ad-text: Hemingway and Robertson were the Dominion Pioneers of rapid, intensive training by Correspondence for the Accountancy Examinations. Twenty-six years' experience and the consequent developments have enabled us to evolve the most perfect training available.: [154, 72, 291, 157]
ad-subheading: Founded 1872.: [50, 621, 112, 631]
ad-heading: VISITORS TO AUCKLAND: [164, 1146, 281, 1157]
article-heading: GOLF.: [626, 963, 660, 975]
article-body: tions on the Hauraki Plains but an endeavour was being made to foster the game at Ngatea, and at other places where possible.: [845, 33, 962, 80]
column-grid: [14, 33, 1100, 1863]
ad-wells-emporium: [19, 946, 143, 1176]
timetable-heading: SUNDAYS.: [488, 875, 533, 885]
article-subheading: INTER-UNION MATCHES.: [852, 264, 955, 274]
article-subheading: ERECTION IN BELMONT ROAD.: [854, 865, 953, 884]
ad-public-trust: [19, 597, 143, 944]
ad-text: Cars leave Tauranga 5.30 a.m., connecting with 9.15 a.m. train at Waihi with Auckland and Main Trunk Lines. Cars leave Waihi at noon, arriving Tauranga 3.30 p.m. This is the quickest route to Tauranga. Cars leave Tauranga 8 a.m., arrive Te Puke 9 a.m., arrive Rotorua 12 noon. Cars leave Rotorua 1.30 p.m., arrive Te Puke 4 p.m., arrive Tauranga 5 p.m. When you ride A.A.R.D. you've got the Steady Car Service. Booking office: Miss V. Wright, care Wright's Footwear Shop, main street, Paeroa. Tauranga A.A.R.D., Phone 174.: [19, 217, 143, 406]
article-heading: LOCAL AND GENERAL.: [478, 1185, 543, 1206]
ad-visitors-auckland: [154, 1148, 291, 1303]
ad-heading: TAURANGA-WAIHI DAILY MOTOR SERVICE.: [23, 435, 139, 455]
ad-address: THAMES ROAD - - PAEROA. Telephone 111.: [164, 810, 281, 830]
ad-signature: BERT CARTER — Proprietor: [23, 581, 139, 591]
ad-signature: MR J. COUPER, Agent of the Public Trustee, Paeroa.: [22, 921, 140, 940]
ad-text: ONLY EXPERT MECHANICS EMPLOYED.: [163, 474, 282, 493]
article-subheading: HEADQUARTERS.: [739, 837, 810, 847]
section-label: Professional.: [347, 35, 394, 44]
ad-text: Have you provided— For YOURSELF and WIFE in old Age? For the BOY when he is about to start out in Life? For a good Education for the DAUGHTER?: [302, 1177, 439, 1234]
article-body: The Paeroa Union submitted the names of C. E. Neil, C. Hines, and W. Waddell, who were playing the League game last year, and requested that they be reinstated. It was decided to submit the names to the parent body with a recommendation that they be accepted.: [845, 336, 962, 440]
timetable-heading: HAURAKI PLAINS AND AUCKLAND: [462, 418, 559, 438]
article-body: A letter was received from the New Zealand Union dealing with the distribution of money for school football and asking that a portion be set aside for the encouragement of football in the schools.: [715, 909, 834, 985]
ad-phone: Phone No. 12, Paeroa.: [325, 195, 416, 205]
ad-heading: BRENAN & Co. Ltd.: [166, 301, 279, 334]
article-subheading: RAILROADED.: [615, 680, 671, 690]
ad-heading: FARMERS!: [56, 1265, 106, 1276]
ad-text: Dessert Fruit and Fruit for Preserving and Jam-making at the: [309, 1090, 432, 1118]
ad-ladies-clothing: [19, 123, 143, 187]
column-highways: [968, 33, 1100, 1527]
